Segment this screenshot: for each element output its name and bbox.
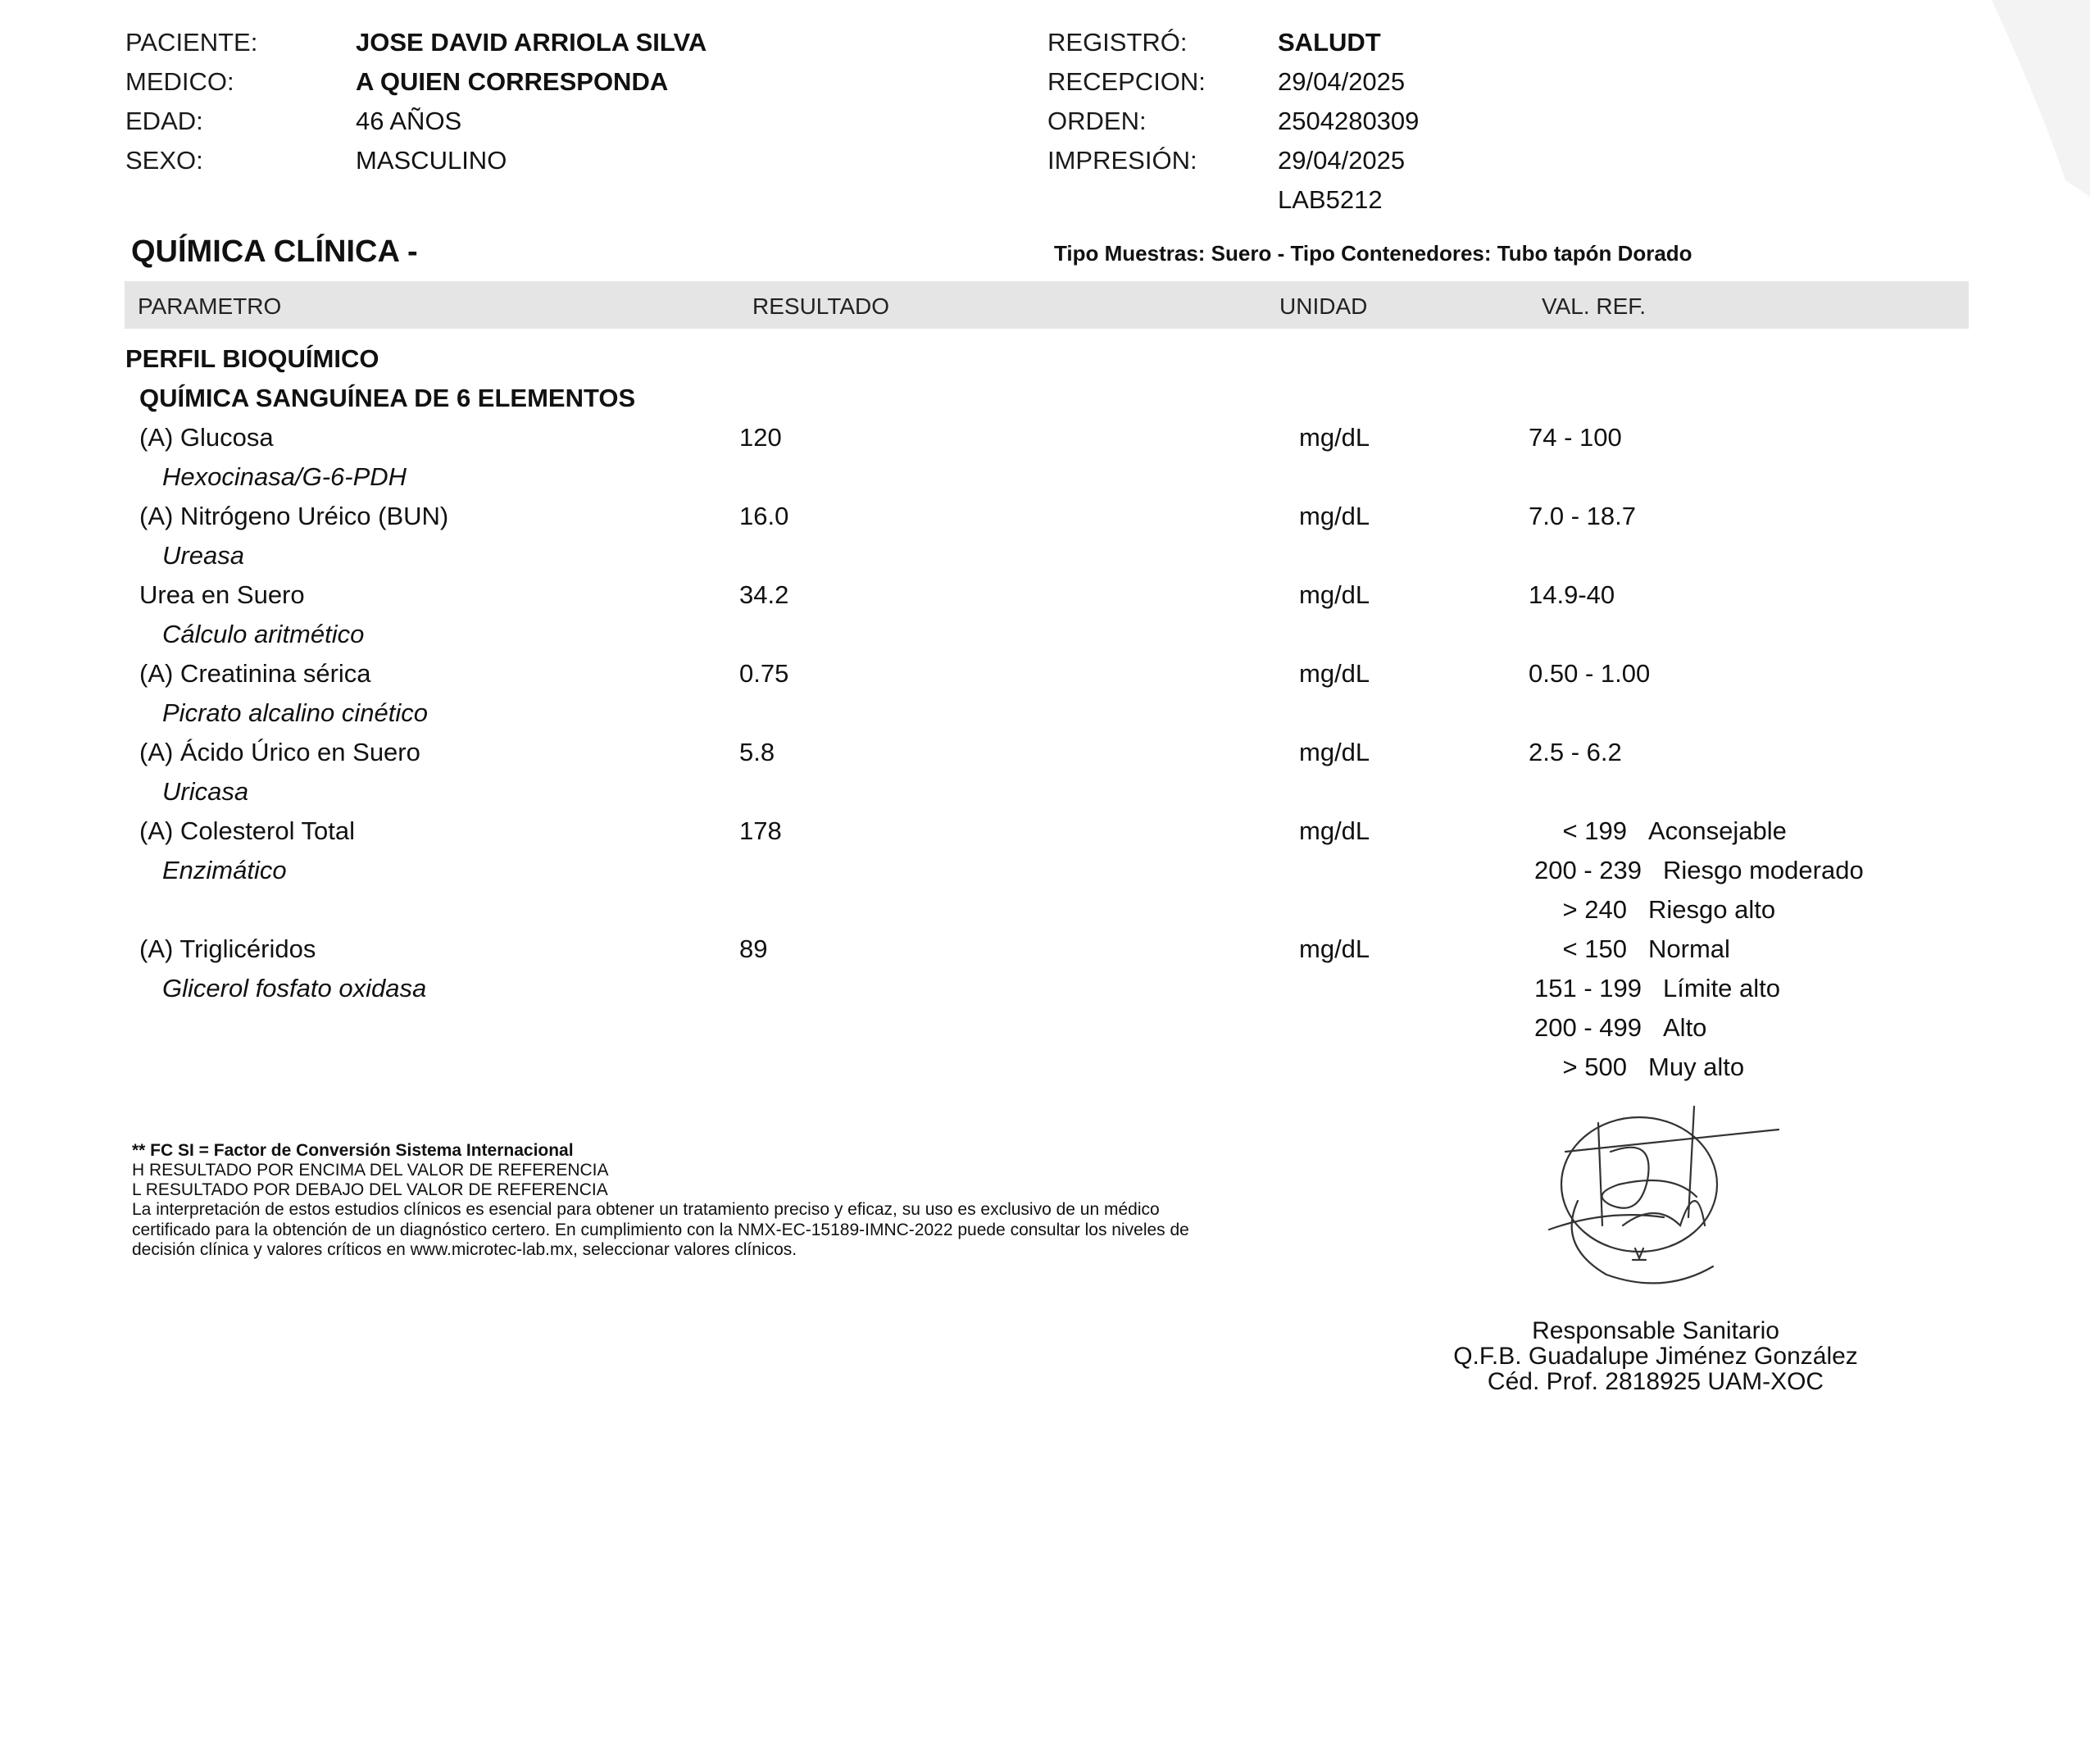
method-name: Enzimático: [162, 856, 287, 884]
sample-info: Tipo Muestras: Suero - Tipo Contenedores: Tubo tapón Dorado: [1054, 241, 1692, 266]
result-value: 16.0: [739, 502, 789, 530]
reference-range: < 150: [1562, 934, 1627, 963]
parameter-name: (A) Colesterol Total: [139, 816, 356, 845]
column-header-result: RESULTADO: [752, 293, 889, 319]
patient-label: PACIENTE:: [125, 28, 258, 57]
result-value: 89: [739, 934, 768, 963]
method-name: Ureasa: [162, 541, 244, 570]
result-value: 34.2: [739, 580, 789, 609]
print-label: IMPRESIÓN:: [1047, 146, 1197, 175]
reference-label: Muy alto: [1648, 1052, 1745, 1081]
reference-range: 0.50 - 1.00: [1529, 659, 1651, 688]
section-title: QUÍMICA CLÍNICA -: [131, 234, 418, 269]
unit-value: mg/dL: [1299, 738, 1370, 766]
reference-label: Límite alto: [1663, 974, 1781, 1002]
reference-range: > 240: [1562, 895, 1627, 924]
unit-value: mg/dL: [1299, 423, 1370, 452]
footnote-disclaimer: La interpretación de estos estudios clínicos es esencial para obtener un tratamiento preciso y eficaz, su uso es exclusivo de un médico certificado para la obtención de un diagnóstico certero. En cumplimiento con la NMX-EC-15189-IMNC-2022 puede consultar los niveles de decisión clínica y valores críticos en www.microtec-lab.mx, seleccionar valores clínicos.: [132, 1200, 1189, 1259]
reference-range: 7.0 - 18.7: [1529, 502, 1636, 530]
method-name: Glicerol fosfato oxidasa: [162, 974, 427, 1002]
order-label: ORDEN:: [1047, 107, 1147, 135]
reference-label: Normal: [1648, 934, 1730, 963]
doctor-label: MEDICO:: [125, 67, 234, 96]
reception-date: 29/04/2025: [1278, 67, 1406, 96]
reference-label: Riesgo alto: [1648, 895, 1776, 924]
page-corner-shade: [1918, 0, 2090, 197]
footnote-high: H RESULTADO POR ENCIMA DEL VALOR DE REFERENCIA: [132, 1161, 609, 1180]
unit-value: mg/dL: [1299, 659, 1370, 688]
parameter-name: Urea en Suero: [139, 580, 305, 609]
result-value: 0.75: [739, 659, 789, 688]
age-value: 46 AÑOS: [356, 107, 462, 135]
signature-role: Responsable Sanitario: [1532, 1317, 1779, 1344]
result-value: 178: [739, 816, 782, 845]
unit-value: mg/dL: [1299, 502, 1370, 530]
signature-license: Céd. Prof. 2818925 UAM-XOC: [1487, 1368, 1824, 1395]
parameter-name: (A) Creatinina sérica: [139, 659, 371, 688]
reference-range: 74 - 100: [1529, 423, 1622, 452]
footnote-low: L RESULTADO POR DEBAJO DEL VALOR DE REFERENCIA: [132, 1180, 608, 1199]
parameter-name: (A) Glucosa: [139, 423, 274, 452]
footnote-conversion: ** FC SI = Factor de Conversión Sistema Internacional: [132, 1141, 574, 1160]
column-header-reference: VAL. REF.: [1542, 293, 1647, 319]
registered-label: REGISTRÓ:: [1047, 28, 1188, 57]
reference-label: Alto: [1663, 1013, 1707, 1042]
order-number: 2504280309: [1278, 107, 1420, 135]
reference-label: Riesgo moderado: [1663, 856, 1864, 884]
result-value: 5.8: [739, 738, 775, 766]
reference-range: < 199: [1562, 816, 1627, 845]
reference-range: 14.9-40: [1529, 580, 1615, 609]
reference-range: 200 - 239: [1534, 856, 1642, 884]
signature-name: Q.F.B. Guadalupe Jiménez González: [1453, 1343, 1858, 1370]
sex-label: SEXO:: [125, 146, 203, 175]
column-header-parameter: PARAMETRO: [138, 293, 282, 319]
signature-image: [1541, 1102, 1787, 1299]
parameter-name: (A) Ácido Úrico en Suero: [139, 738, 420, 766]
method-name: Uricasa: [162, 777, 249, 806]
unit-value: mg/dL: [1299, 934, 1370, 963]
profile-heading: PERFIL BIOQUÍMICO: [125, 344, 379, 373]
doctor-name: A QUIEN CORRESPONDA: [356, 67, 669, 96]
reference-range: 151 - 199: [1534, 974, 1642, 1002]
method-name: Hexocinasa/G-6-PDH: [162, 462, 407, 491]
method-name: Cálculo aritmético: [162, 620, 365, 648]
table-header-bar: [125, 281, 1969, 329]
reference-range: 2.5 - 6.2: [1529, 738, 1622, 766]
result-value: 120: [739, 423, 782, 452]
reference-range: > 500: [1562, 1052, 1627, 1081]
method-name: Picrato alcalino cinético: [162, 698, 428, 727]
parameter-name: (A) Triglicéridos: [139, 934, 316, 963]
reference-label: Aconsejable: [1648, 816, 1787, 845]
unit-value: mg/dL: [1299, 816, 1370, 845]
unit-value: mg/dL: [1299, 580, 1370, 609]
lab-code: LAB5212: [1278, 185, 1383, 214]
registered-value: SALUDT: [1278, 28, 1381, 57]
group-heading: QUÍMICA SANGUÍNEA DE 6 ELEMENTOS: [139, 384, 636, 412]
reference-range: 200 - 499: [1534, 1013, 1642, 1042]
reception-label: RECEPCION:: [1047, 67, 1206, 96]
print-date: 29/04/2025: [1278, 146, 1406, 175]
age-label: EDAD:: [125, 107, 203, 135]
patient-name: JOSE DAVID ARRIOLA SILVA: [356, 28, 707, 57]
sex-value: MASCULINO: [356, 146, 507, 175]
parameter-name: (A) Nitrógeno Uréico (BUN): [139, 502, 449, 530]
column-header-unit: UNIDAD: [1279, 293, 1368, 319]
